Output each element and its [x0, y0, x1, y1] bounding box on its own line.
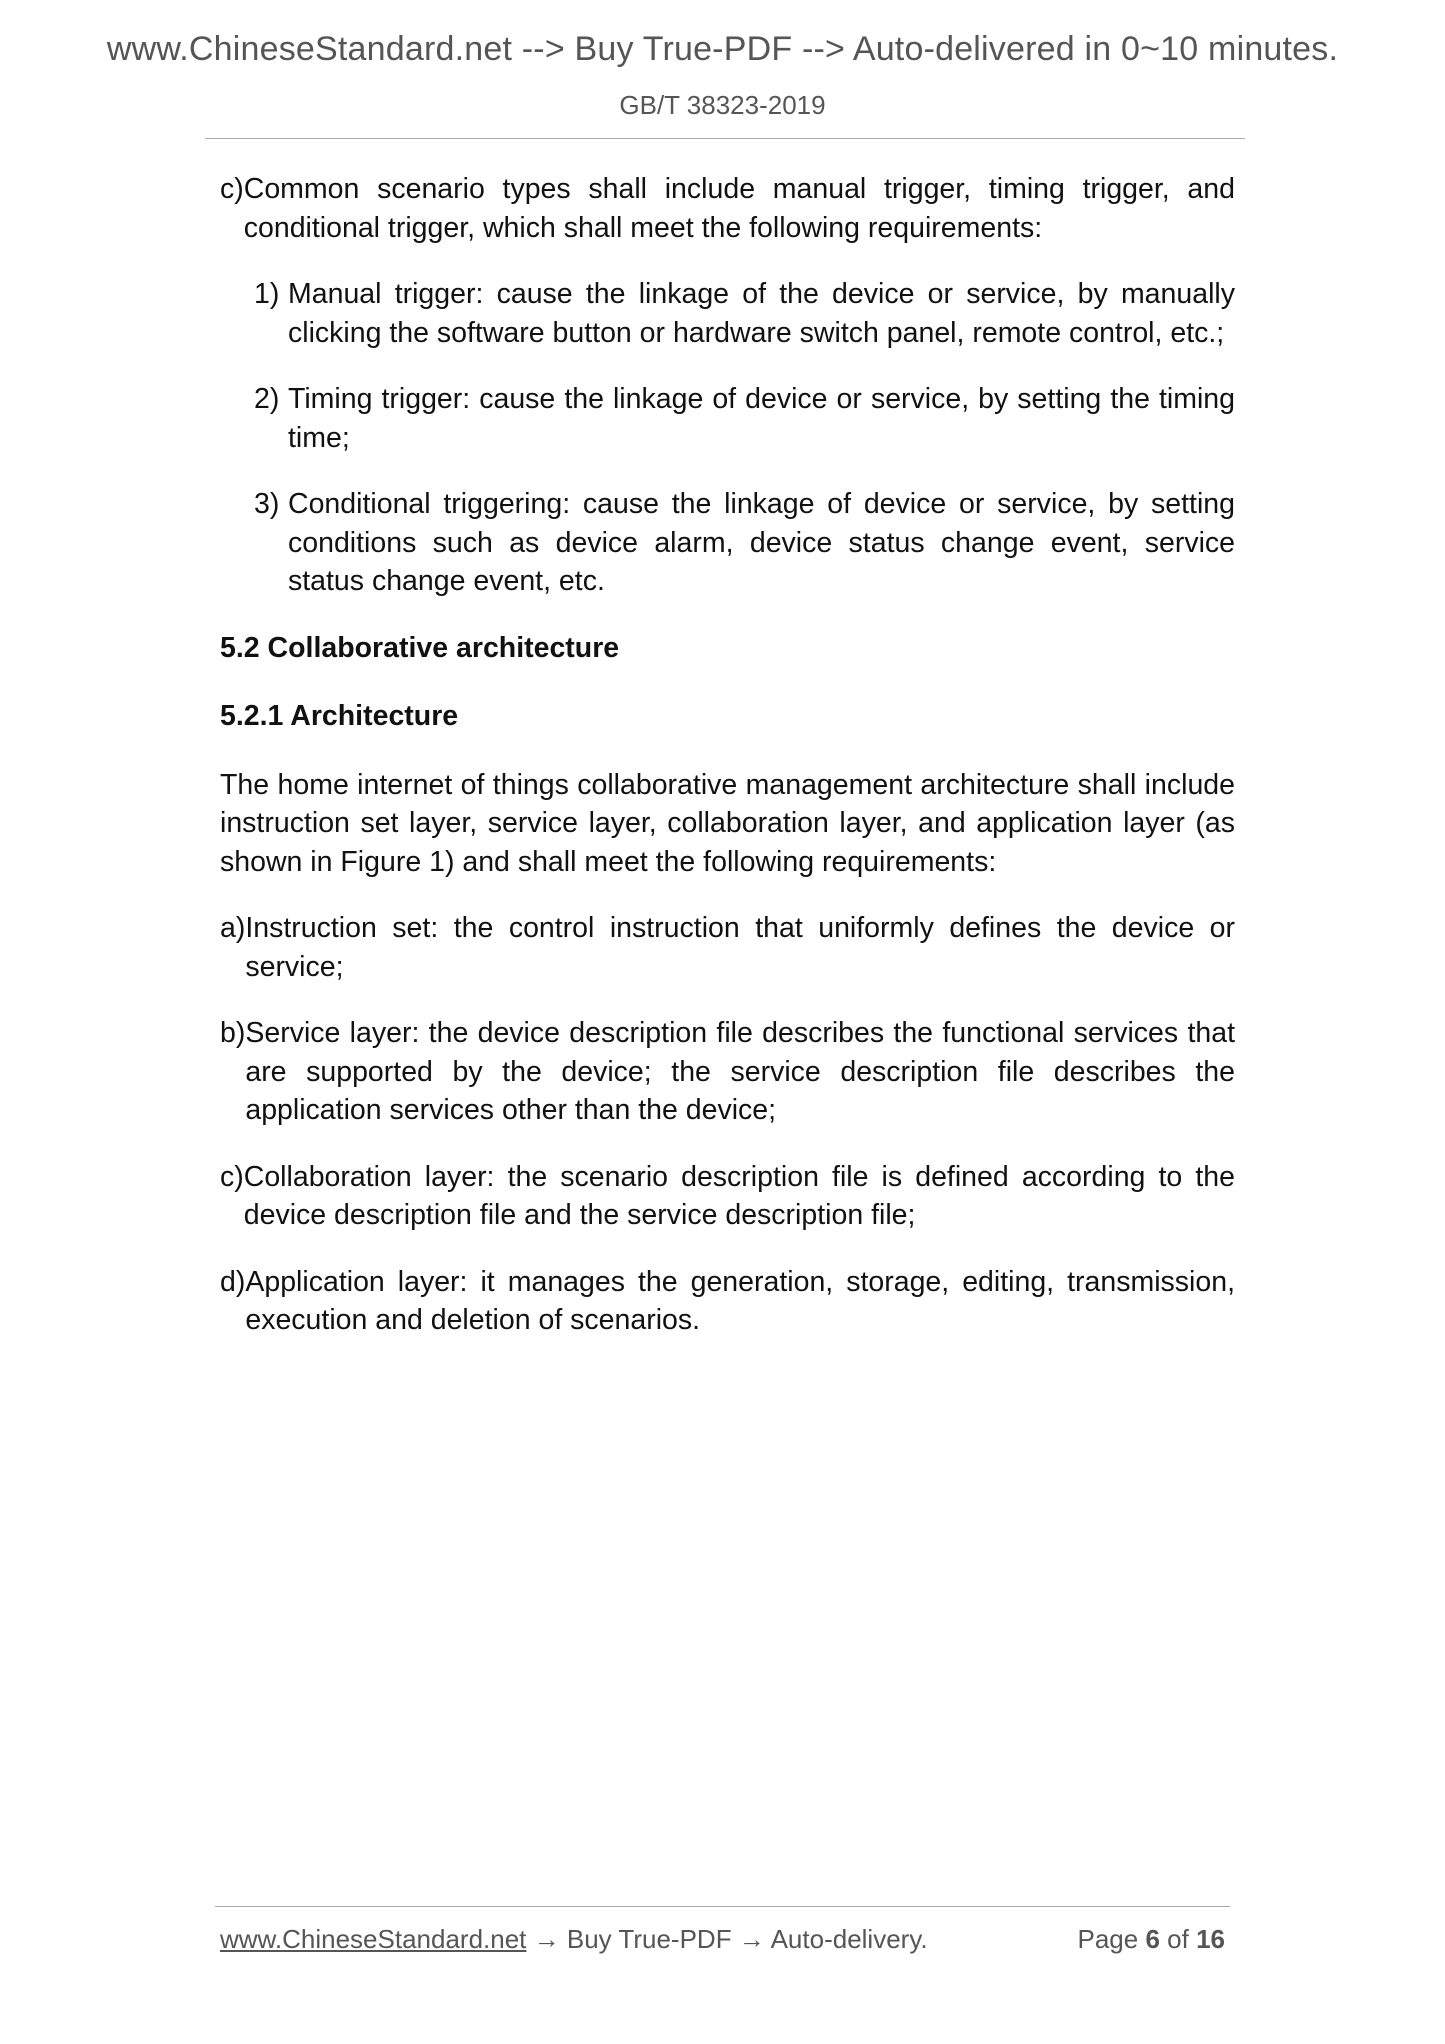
list-marker: 1) [254, 278, 280, 310]
standard-code: GB/T 38323-2019 [619, 90, 826, 120]
list-text: Timing trigger: cause the linkage of device or service, by setting the timing time; [288, 383, 1235, 454]
footer-delivery-text: → Buy True-PDF → Auto-delivery. [533, 1924, 928, 1954]
sub-list-item-timing-trigger [254, 380, 1235, 457]
sub-list-item-conditional-trigger [254, 485, 1235, 601]
footer-site-link[interactable]: www.ChineseStandard.net [220, 1924, 527, 1954]
intro-paragraph: The home internet of things collaborative management architecture shall include instruction set layer, service layer, collaboration layer, and application layer (as shown in Figure 1) and shall meet the following requirements: [220, 768, 1235, 878]
list-marker: d) [220, 1265, 246, 1298]
footer-divider [215, 1906, 1230, 1907]
list-marker: 3) [254, 488, 280, 520]
page-current: 6 [1145, 1924, 1160, 1954]
section-heading-5-2-1: 5.2.1 Architecture [220, 700, 459, 732]
header-divider [205, 138, 1245, 139]
list-marker: 2) [254, 383, 280, 415]
list-marker: b) [220, 1017, 246, 1049]
list-item-c-scenario-types [220, 170, 1235, 247]
list-text: Service layer: the device description file describes the functional services that are supported by the device; the service description file describes the application services other than the device; [245, 1017, 1235, 1126]
page-total: 16 [1196, 1924, 1225, 1954]
page-of: of [1167, 1924, 1189, 1954]
list-text: Conditional triggering: cause the linkage of device or service, by setting conditions such as device alarm, device status change event, service status change event, etc. [288, 488, 1235, 597]
list-item-d-application-layer [220, 1263, 1235, 1340]
section-heading-5-2: 5.2 Collaborative architecture [220, 631, 620, 664]
sub-list-item-manual-trigger [254, 275, 1235, 352]
page-label: Page [1077, 1924, 1139, 1954]
list-item-c-collaboration-layer [220, 1158, 1235, 1235]
list-item-a-instruction-set [220, 909, 1235, 986]
list-text: Application layer: it manages the generation, storage, editing, transmission, execution and deletion of scenarios. [245, 1265, 1235, 1336]
list-marker: a) [220, 912, 246, 944]
document-body [220, 170, 1235, 1368]
page-footer [220, 1924, 1225, 1955]
list-marker: c) [220, 1160, 244, 1193]
list-text: Common scenario types shall include manual trigger, timing trigger, and conditional trigger, which shall meet the following requirements: [243, 173, 1235, 244]
list-text: Instruction set: the control instruction that uniformly defines the device or service; [245, 912, 1235, 983]
list-marker: c) [220, 173, 244, 205]
top-banner: www.ChineseStandard.net --> Buy True-PDF --> Auto-delivered in 0~10 minutes. [106, 30, 1339, 68]
list-text: Collaboration layer: the scenario description file is defined according to the device description file and the service description file; [243, 1160, 1235, 1231]
page-indicator [1077, 1924, 1225, 1955]
list-text: Manual trigger: cause the linkage of the device or service, by manually clicking the software button or hardware switch panel, remote control, etc.; [288, 278, 1235, 349]
list-item-b-service-layer [220, 1014, 1235, 1130]
